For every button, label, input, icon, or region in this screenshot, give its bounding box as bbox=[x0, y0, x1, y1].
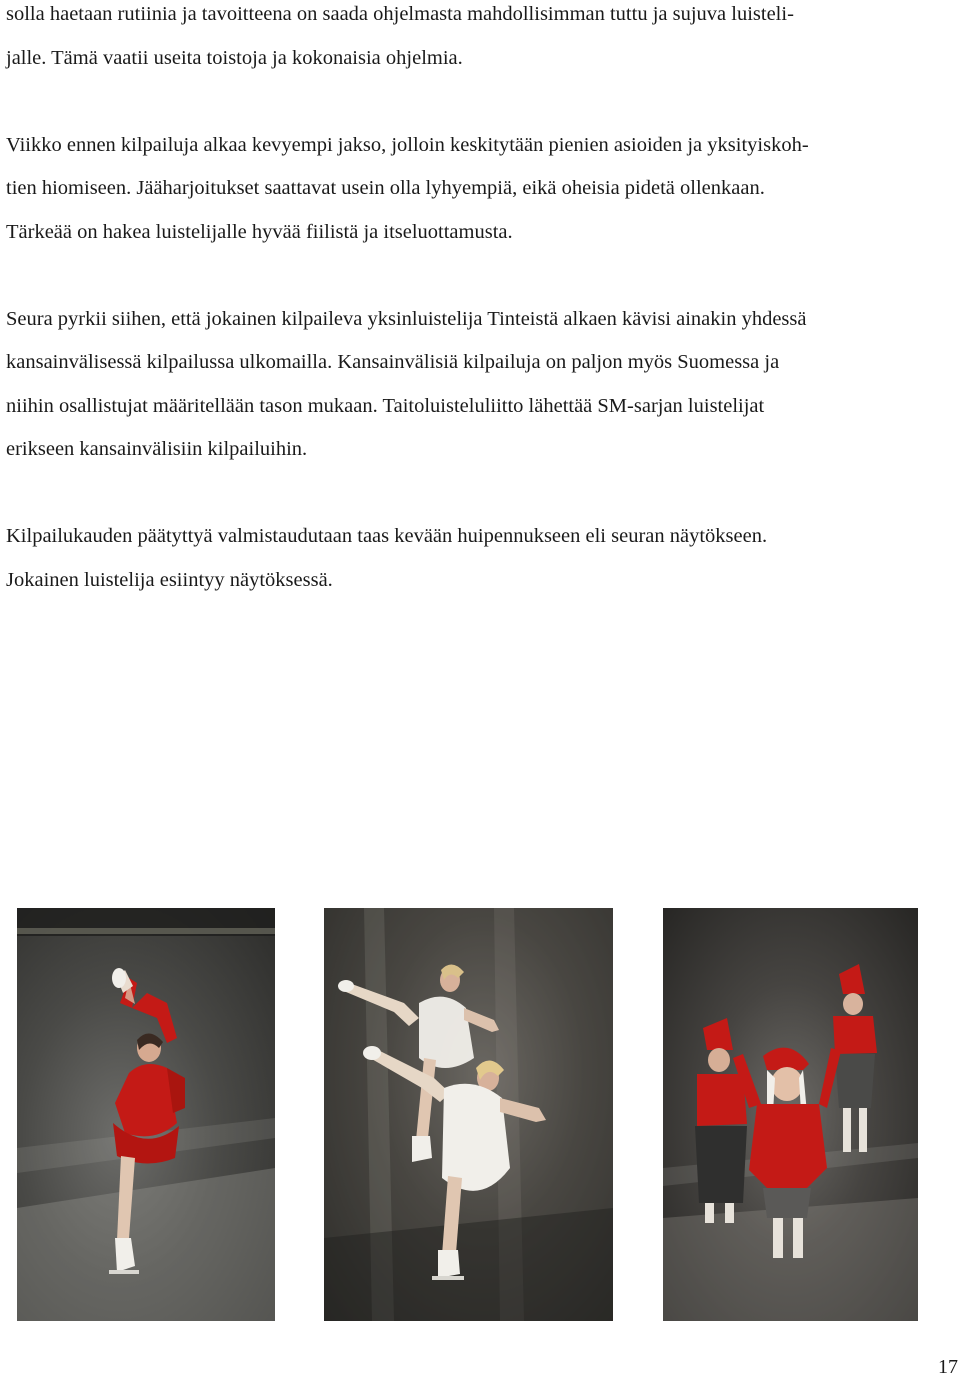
photo-children-elf-costumes bbox=[663, 908, 918, 1321]
body-text bbox=[6, 0, 952, 602]
text-line: kansainvälisessä kilpailussa ulkomailla. Kansainvälisiä kilpailuja on paljon myös Suomessa ja bbox=[6, 351, 780, 373]
skaters-white-illustration bbox=[324, 908, 613, 1321]
text-line: Kilpailukauden päätyttyä valmistaudutaan taas kevään huipennukseen eli seuran näytökseen. bbox=[6, 525, 768, 547]
text-line: niihin osallistujat määritellään tason mukaan. Taitoluisteluliitto lähettää SM-sarjan luistelijat bbox=[6, 394, 765, 417]
text-line: jalle. Tämä vaatii useita toistoja ja kokonaisia ohjelmia. bbox=[6, 46, 463, 69]
text-line: erikseen kansainvälisiin kilpailuihin. bbox=[6, 438, 308, 460]
skater-red-illustration bbox=[17, 908, 275, 1321]
paragraph bbox=[6, 515, 952, 602]
page-number: 17 bbox=[938, 1356, 958, 1378]
paragraph bbox=[6, 0, 952, 80]
text-line: solla haetaan rutiinia ja tavoitteena on saada ohjelmasta mahdollisimman tuttu ja sujuva luisteli- bbox=[6, 3, 794, 25]
photo-skaters-white-costumes bbox=[324, 908, 613, 1321]
photo-skater-red-costume bbox=[17, 908, 275, 1321]
text-line: Seura pyrkii siihen, että jokainen kilpaileva yksinluistelija Tinteistä alkaen kävisi ainakin yhdessä bbox=[6, 307, 807, 330]
paragraph bbox=[6, 124, 952, 255]
paragraph bbox=[6, 298, 952, 472]
text-line: Viikko ennen kilpailuja alkaa kevyempi jakso, jolloin keskitytään pienien asioiden ja yksityiskoh- bbox=[6, 133, 809, 156]
children-elves-illustration bbox=[663, 908, 918, 1321]
text-line: Tärkeää on hakea luistelijalle hyvää fiilistä ja itseluottamusta. bbox=[6, 220, 513, 243]
text-line: tien hiomiseen. Jääharjoitukset saattavat usein olla lyhyempiä, eikä oheisia pidetä ollenkaan. bbox=[6, 177, 765, 199]
text-line: Jokainen luistelija esiintyy näytöksessä. bbox=[6, 568, 333, 591]
